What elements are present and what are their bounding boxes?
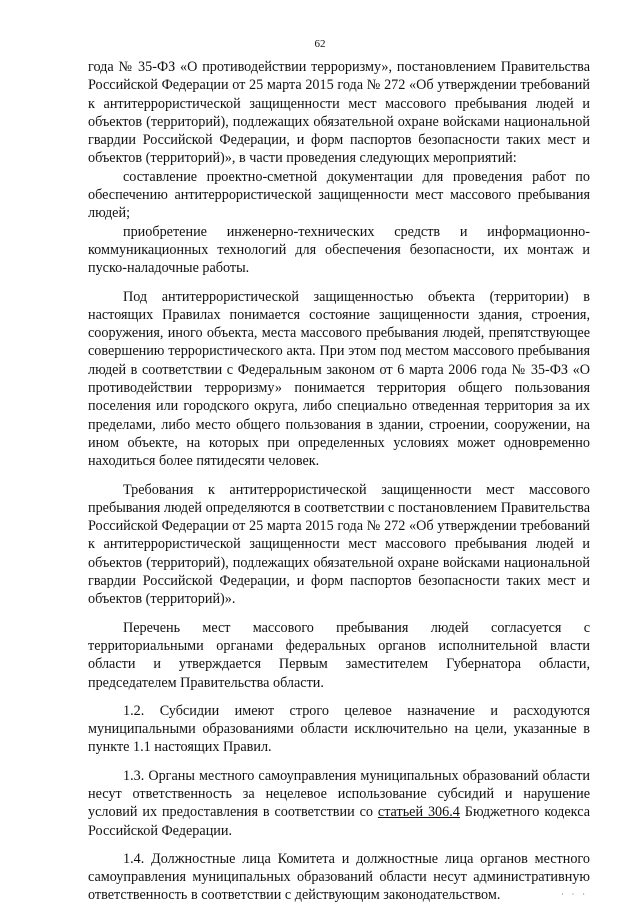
scan-mark: · · · (561, 890, 588, 899)
budget-code-article-link[interactable]: статьей 306.4 (377, 804, 460, 821)
paragraph-1-3-text-after: Бюджетного кодекса Российской Федерации. (88, 804, 590, 839)
page-number: 62 (314, 38, 326, 50)
paragraph-requirements: Требования к антитеррористической защищенности мест массового пребывания людей определяются в соответствии с постановлением Правительства Российской Федерации от 25 марта 2015 года № 272 «Об утверждении требований к антитеррористической защищенности мест массового пребывания людей и объектов (территорий), подлежащих обязательной охране войсками национальной гвардии Российской Федерации, и форм паспортов безопасности таких мест и объектов (территорий)». (88, 481, 590, 608)
paragraph-intro-continuation: года № 35-ФЗ «О противодействии терроризму», постановлением Правительства Российской Федерации от 25 марта 2015 года № 272 «Об утверждении требований к антитеррористической защищенности мест массового пребывания людей и объектов (территорий), подлежащих обязательной охране войсками национальной гвардии Российской Федерации, и форм паспортов безопасности таких мест и объектов (территорий)», в части проведения следующих мероприятий: (88, 59, 590, 167)
paragraph-equipment-purchase: приобретение инженерно-технических средств и информационно-коммуникационных технологий для обеспечения безопасности, их монтаж и пуско-наладочные работы. (88, 223, 590, 277)
document-body (88, 58, 590, 905)
paragraph-1-2-subsidies: 1.2. Субсидии имеют строго целевое назначение и расходуются муниципальными образованиями области исключительно на цели, указанные в пункте 1.1 настоящих Правил. (88, 702, 590, 756)
paragraph-design-documentation: составление проектно-сметной документации для проведения работ по обеспечению антитеррористической защищенности мест массового пребывания людей; (88, 168, 590, 222)
paragraph-1-3-responsibility (88, 767, 590, 840)
paragraph-list-approval: Перечень мест массового пребывания людей согласуется с территориальными органами федеральных органов исполнительной власти области и утверждается Первым заместителем Губернатора области, председателем Правительства области. (88, 619, 590, 691)
paragraph-definition-protection: Под антитеррористической защищенностью объекта (территории) в настоящих Правилах понимается состояние защищенности здания, строения, сооружения, иного объекта, места массового пребывания людей, препятствующее совершению террористического акта. При этом под местом массового пребывания людей в соответствии с Федеральным законом от 6 марта 2006 года № 35-ФЗ «О противодействии терроризму» понимается территория общего пользования поселения или городского округа, либо специально отведенная территория за их пределами, либо место общего пользования в здании, строении, сооружении, на ином объекте, на которых при определенных условиях может одновременно находиться более пятидесяти человек. (88, 288, 590, 470)
paragraph-1-3-text-before: 1.3. Органы местного самоуправления муниципальных образований области несут ответственность за нецелевое использование субсидий и нарушение условий их предоставления в соответствии со (88, 767, 590, 821)
paragraph-1-4-officials: 1.4. Должностные лица Комитета и должностные лица органов местного самоуправления муниципальных образований области несут административную ответственность в соответствии с действующим законодательством. (88, 850, 590, 904)
